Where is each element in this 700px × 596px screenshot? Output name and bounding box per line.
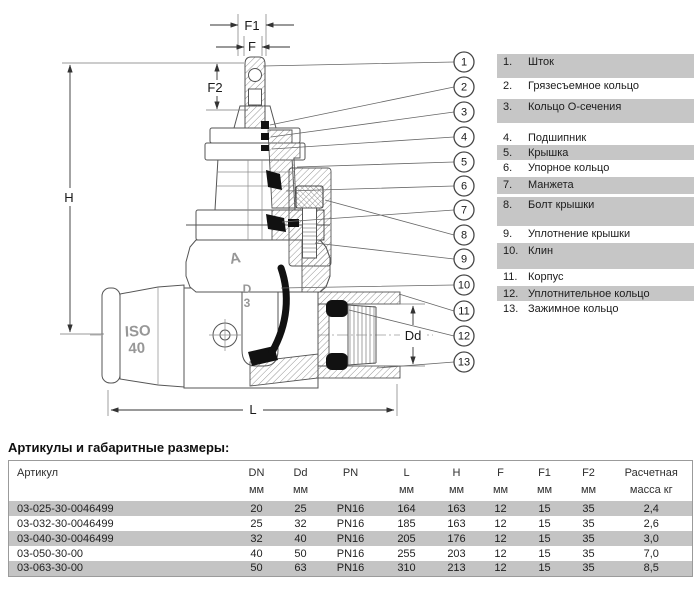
- table-row: [9, 546, 693, 561]
- dim-label-h: H: [64, 190, 74, 205]
- cell-f1: 15: [538, 517, 551, 530]
- legend-num: 2.: [503, 80, 513, 92]
- o-ring-seal: [261, 133, 269, 140]
- cell-f: 12: [494, 562, 507, 575]
- legend-num: 13.: [503, 303, 519, 315]
- cell-f: 12: [494, 547, 507, 560]
- legend-label: Корпус: [528, 271, 564, 283]
- legend-item-9: [497, 226, 694, 243]
- cell-pn: PN16: [336, 532, 365, 545]
- svg-text:2: 2: [460, 81, 468, 94]
- cell-h: 213: [447, 562, 466, 575]
- legend-num: 1.: [503, 56, 513, 68]
- col-header-f2: F2: [582, 466, 595, 479]
- cell-f2: 35: [582, 562, 595, 575]
- legend-item-4: [497, 130, 694, 145]
- unit-mm: мм: [398, 483, 415, 496]
- cell-f1: 15: [538, 562, 551, 575]
- cell-f: 12: [494, 502, 507, 515]
- table-row: [9, 516, 693, 531]
- d-marking: D: [242, 282, 252, 296]
- legend-label: Крышка: [528, 147, 569, 159]
- legend-num: 9.: [503, 228, 513, 240]
- header-row: [9, 461, 693, 482]
- bonnet-gasket: [288, 219, 299, 227]
- svg-text:5: 5: [460, 156, 468, 169]
- legend-item-2: [497, 78, 694, 99]
- cell-f2: 35: [582, 532, 595, 545]
- iso-marking-line2: 40: [127, 339, 146, 358]
- cell-article: 03-025-30-0046499: [17, 502, 114, 515]
- table-row: [9, 561, 693, 576]
- cell-dd: 32: [294, 517, 307, 530]
- col-header-f: F: [497, 466, 504, 479]
- cell-l: 164: [397, 502, 416, 515]
- cell-dn: 25: [250, 517, 263, 530]
- svg-text:3: 3: [460, 106, 468, 119]
- svg-text:6: 6: [460, 180, 468, 193]
- col-header-dd: Dd: [293, 466, 308, 479]
- unit-mm: мм: [292, 483, 309, 496]
- cell-article: 03-050-30-00: [17, 547, 84, 560]
- parts-legend: [497, 54, 694, 318]
- legend-label: Кольцо О-сечения: [528, 101, 622, 113]
- unit-mm: мм: [492, 483, 509, 496]
- cell-mass: 3,0: [643, 532, 659, 545]
- articles-section: [8, 440, 692, 577]
- col-header-l: L: [403, 466, 410, 479]
- stem-pin-hole: [249, 69, 262, 82]
- cell-f: 12: [494, 532, 507, 545]
- cell-dn: 40: [250, 547, 263, 560]
- callout-5: [454, 152, 474, 172]
- legend-item-12: [497, 286, 694, 301]
- legend-item-11: [497, 269, 694, 286]
- unit-mm: мм: [248, 483, 265, 496]
- cell-f2: 35: [582, 547, 595, 560]
- cell-h: 163: [447, 517, 466, 530]
- legend-num: 6.: [503, 162, 513, 174]
- legend-label: Грязесъемное кольцо: [528, 80, 640, 92]
- callout-8: [454, 225, 474, 245]
- cell-h: 176: [447, 532, 466, 545]
- legend-item-6: [497, 160, 694, 177]
- legend-item-10: [497, 243, 694, 269]
- col-header-h: H: [452, 466, 461, 479]
- svg-text:1: 1: [460, 56, 468, 69]
- stem-window: [249, 89, 262, 105]
- table-title: Артикулы и габаритные размеры:: [8, 440, 230, 455]
- legend-label: Уплотнение крышки: [528, 228, 631, 240]
- svg-text:13: 13: [457, 356, 471, 369]
- cell-pn: PN16: [336, 517, 365, 530]
- callout-3: [454, 102, 474, 122]
- svg-text:12: 12: [457, 330, 471, 343]
- articles-table: [8, 460, 693, 577]
- cell-dd: 50: [294, 547, 307, 560]
- dim-label-f1: F1: [244, 18, 260, 33]
- cell-article: 03-063-30-00: [17, 562, 84, 575]
- svg-text:7: 7: [460, 204, 468, 217]
- callout-11: [454, 301, 474, 321]
- unit-mass: масса кг: [629, 483, 673, 496]
- col-header-pn: PN: [342, 466, 359, 479]
- cell-article: 03-032-30-0046499: [17, 517, 114, 530]
- col-header-mass: Расчетная: [624, 466, 678, 479]
- col-header-article: Артикул: [17, 466, 59, 479]
- legend-num: 7.: [503, 179, 513, 191]
- cell-article: 03-040-30-0046499: [17, 532, 114, 545]
- cell-dn: 32: [250, 532, 263, 545]
- dim-label-f: F: [248, 39, 256, 54]
- callout-4: [454, 127, 474, 147]
- legend-item-5: [497, 145, 694, 160]
- svg-text:11: 11: [458, 305, 470, 318]
- cell-mass: 2,6: [643, 517, 659, 530]
- col-header-dn: DN: [248, 466, 265, 479]
- legend-num: 3.: [503, 101, 513, 113]
- dim-label-l: L: [249, 402, 257, 417]
- legend-label: Клин: [528, 245, 554, 257]
- cell-dd: 63: [294, 562, 307, 575]
- callout-2: [454, 77, 474, 97]
- legend-num: 11.: [503, 271, 518, 283]
- legend-num: 4.: [503, 132, 513, 144]
- size-marking: 3: [243, 296, 251, 310]
- svg-text:8: 8: [460, 229, 468, 242]
- cell-dd: 25: [294, 502, 307, 515]
- cell-l: 310: [397, 562, 416, 575]
- table-row: [9, 501, 693, 516]
- bearing-seal: [261, 145, 269, 151]
- legend-label: Упорное кольцо: [528, 162, 610, 174]
- iso-marking-line1: ISO: [124, 322, 152, 341]
- dim-label-f2: F2: [207, 80, 223, 95]
- cell-pn: PN16: [336, 502, 365, 515]
- callout-7: [454, 200, 474, 220]
- legend-item-13: [497, 301, 694, 318]
- cell-h: 163: [447, 502, 466, 515]
- cell-dd: 40: [294, 532, 307, 545]
- legend-label: Зажимное кольцо: [528, 303, 619, 315]
- cell-f2: 35: [582, 517, 595, 530]
- cell-pn: PN16: [336, 547, 365, 560]
- cell-mass: 8,5: [643, 562, 659, 575]
- table-row: [9, 531, 693, 546]
- cell-l: 205: [397, 532, 416, 545]
- legend-item-7: [497, 177, 694, 194]
- svg-text:10: 10: [457, 279, 471, 292]
- units-row: [9, 481, 693, 501]
- cell-l: 255: [397, 547, 416, 560]
- col-header-f1: F1: [538, 466, 551, 479]
- cell-f1: 15: [538, 502, 551, 515]
- callout-6: [454, 176, 474, 196]
- cell-f1: 15: [538, 547, 551, 560]
- callout-1: [454, 52, 474, 72]
- socket-seal-bottom: [326, 353, 348, 370]
- legend-num: 10.: [503, 245, 519, 257]
- callout-12: [454, 326, 474, 346]
- dim-label-dd: Dd: [404, 328, 422, 343]
- svg-text:9: 9: [460, 253, 468, 266]
- manufacturer-logo: A: [228, 249, 243, 268]
- legend-num: 5.: [503, 147, 513, 159]
- cell-dn: 50: [250, 562, 263, 575]
- legend-label: Подшипник: [528, 132, 587, 144]
- legend-item-1: [497, 54, 694, 78]
- legend-label: Шток: [528, 56, 554, 68]
- cell-dn: 20: [250, 502, 263, 515]
- cell-f: 12: [494, 517, 507, 530]
- callout-9: [454, 249, 474, 269]
- socket-seal-top: [326, 300, 348, 317]
- cell-f2: 35: [582, 502, 595, 515]
- legend-num: 12.: [503, 288, 519, 300]
- legend-label: Болт крышки: [528, 199, 595, 211]
- wiper-ring-seal: [261, 121, 269, 129]
- cell-h: 203: [447, 547, 466, 560]
- legend-item-8: [497, 197, 694, 226]
- legend-num: 8.: [503, 199, 513, 211]
- unit-mm: мм: [536, 483, 553, 496]
- svg-text:4: 4: [460, 131, 468, 144]
- cell-pn: PN16: [336, 562, 365, 575]
- legend-item-3: [497, 99, 694, 123]
- cell-f1: 15: [538, 532, 551, 545]
- callout-13: [454, 352, 474, 372]
- cell-mass: 2,4: [643, 502, 659, 515]
- spigot-end-cap: [102, 288, 120, 383]
- unit-mm: мм: [448, 483, 465, 496]
- legend-label: Уплотнительное кольцо: [528, 288, 650, 300]
- callout-10: [454, 275, 474, 295]
- unit-mm: мм: [580, 483, 597, 496]
- cell-l: 185: [397, 517, 416, 530]
- legend-label: Манжета: [528, 179, 574, 191]
- cell-mass: 7,0: [643, 547, 659, 560]
